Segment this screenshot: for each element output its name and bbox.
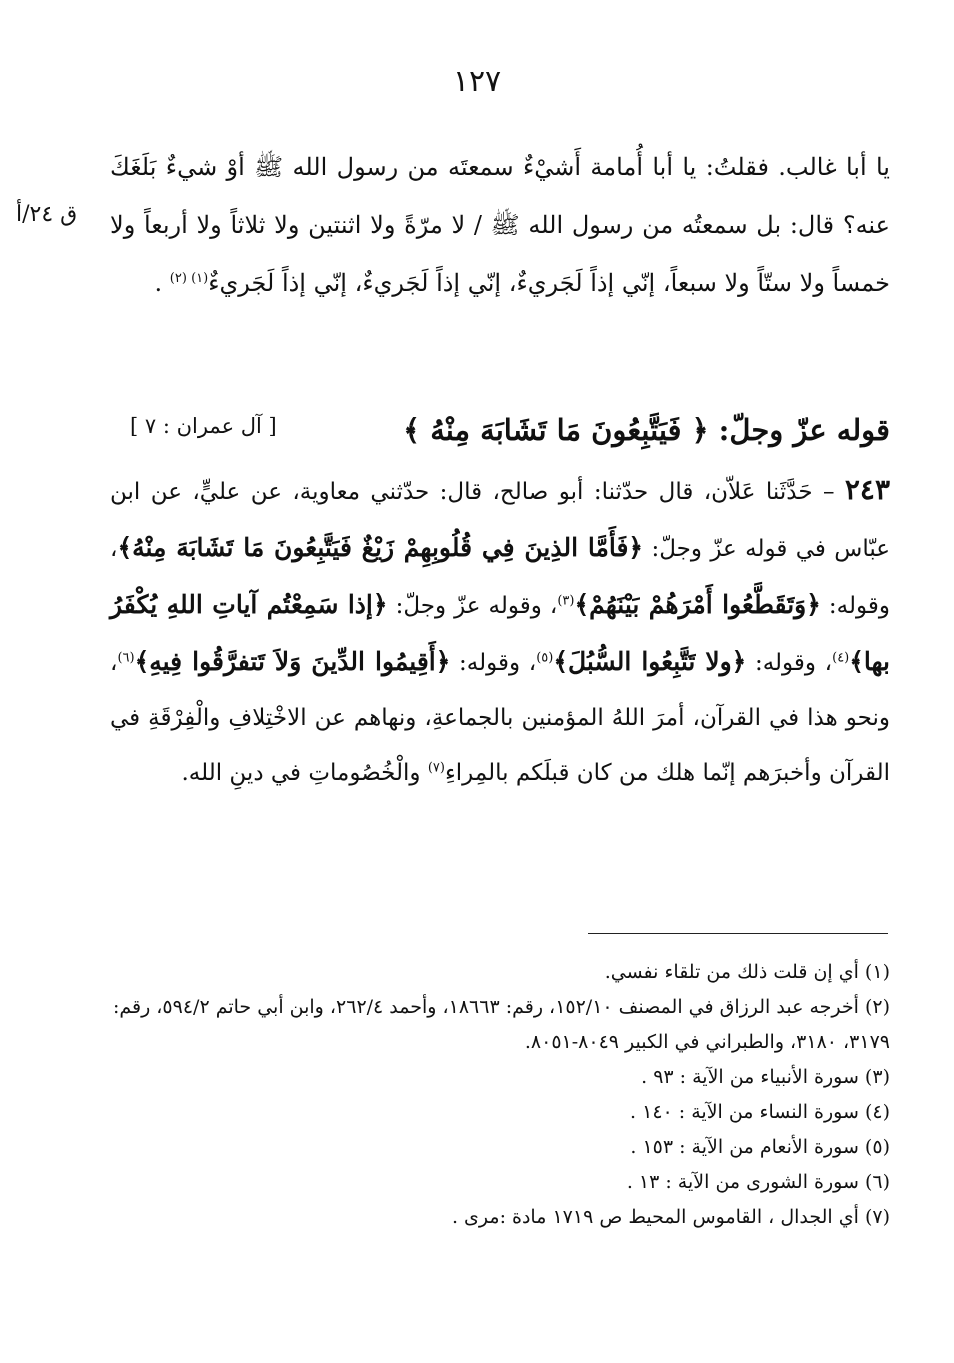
- footnote-ref: (٥): [536, 650, 554, 666]
- page-number: ١٢٧: [452, 64, 502, 99]
- footnote-item: (٤) سورة النساء من الآية : ١٤٠ .: [630, 1101, 890, 1123]
- hadith-paragraph: [110, 462, 890, 801]
- hadith-text: ، وقوله عزّ وجلّ:: [387, 593, 558, 619]
- verse-reference: [ آل عمران : ٧ ]: [130, 414, 277, 438]
- hadith-text: ، ونحو هذا في القرآن، أمرَ اللهُ المؤمنين بالجماعةِ، ونهاهم عن الاخْتِلافِ والْفِرْقَةِ في القرآن وأخبرَهم إنّما هلك من كان قبلَكم بالمِراءِ: [110, 650, 890, 786]
- quran-quote: ﴿أَقِيمُوا الدِّينَ وَلاَ تَتفرَّقُوا فِيهِ﴾: [134, 647, 451, 676]
- footnote-item: (٣) سورة الأنبياء من الآية : ٩٣ .: [641, 1066, 890, 1088]
- hadith-text: ، وقوله:: [110, 536, 890, 619]
- intro-end: .: [154, 269, 170, 297]
- hadith-number: ٢٤٣: [844, 473, 890, 506]
- hadith-text: ، وقوله:: [746, 650, 833, 676]
- section-heading: [110, 402, 890, 462]
- manuscript-folio-note: ق ٢٤/أ: [16, 202, 78, 227]
- footnote-item: (٧) أي الجدال ، القاموس المحيط ص ١٧١٩ مادة :مرى .: [451, 1206, 890, 1228]
- footnote-ref: (٣): [557, 593, 575, 609]
- footnote-item: (٦) سورة الشورى من الآية : ١٣ .: [626, 1171, 890, 1193]
- footnote-ref: (٦): [117, 650, 135, 666]
- quran-quote: ﴿وَتَقَطَّعُوا أَمْرَهُمْ بَيْنَهُمْ﴾: [574, 590, 821, 619]
- hadith-text: – حَدَّثَنا عَلاّن، قال حدّثنا: أبو صالح، قال: حدّثني معاوية، عن عليٍّ، عن ابن عبّاس في قوله عزّ وجلّ:: [110, 479, 890, 562]
- hadith-text: ، وقوله:: [450, 650, 537, 676]
- footnotes: [110, 955, 890, 1235]
- intro-paragraph: [110, 138, 890, 312]
- footnote-divider: [588, 933, 888, 934]
- footnote-ref: (٧): [427, 760, 445, 776]
- footnote-item: (٥) سورة الأنعام من الآية : ١٥٣ .: [630, 1136, 890, 1158]
- quran-quote: ﴿إذا سَمِعْتُم آياتِ اللهِ يُكْفَرُ بها﴾: [110, 590, 890, 676]
- quran-quote: ﴿فَأَمَّا الذِينَ فِي قُلُوبِهِمْ زَيْغٌ فَيَتَّبِعُونَ مَا تَشَابَهَ مِنْهُ﴾: [117, 533, 644, 562]
- footnote-ref: (١) (٢): [169, 271, 209, 286]
- heading-text: قوله عزّ وجلّ: ﴿ فَيَتَّبِعُونَ مَا تَشَابَهَ مِنْهُ ﴾: [403, 413, 890, 447]
- hadith-text: والْخُصُوماتِ في دينِ الله.: [181, 760, 428, 786]
- quran-quote: ﴿ولا تَتَّبِعُوا السُّبُلَ﴾: [553, 647, 747, 676]
- footnote-item: (٢) أخرجه عبد الرزاق في المصنف ١٥٢/١٠، رقم: ١٨٦٦٣، وأحمد ٢٦٢/٤، وابن أبي حاتم ٥٩٤/٢، رقم: ٣١٧٩، ٣١٨٠، والطبراني في الكبير ٨٠٤٩-٨٠٥١.: [112, 996, 890, 1053]
- intro-text: يا أبا غالب. فقلتُ: يا أبا أُمامة أَشيْءٌ سمعتَه من رسول الله ﷺ أوْ شيءٌ بَلَغَكَ عنه؟ قال: بل سمعتُه من رسول الله ﷺ / لا مرّةً ولا اثنتين ولا ثلاثاً ولا أربعاً ولا خمساً ولا ستّاً ولا سبعاً، إنّي إذاً لَجَريءٌ، إنّي إذاً لَجَريءٌ، إنّي إذاً لَجَريءٌ: [110, 153, 890, 297]
- footnote-item: (١) أي إن قلت ذلك من تلقاء نفسي.: [604, 961, 890, 983]
- footnote-ref: (٤): [832, 650, 850, 666]
